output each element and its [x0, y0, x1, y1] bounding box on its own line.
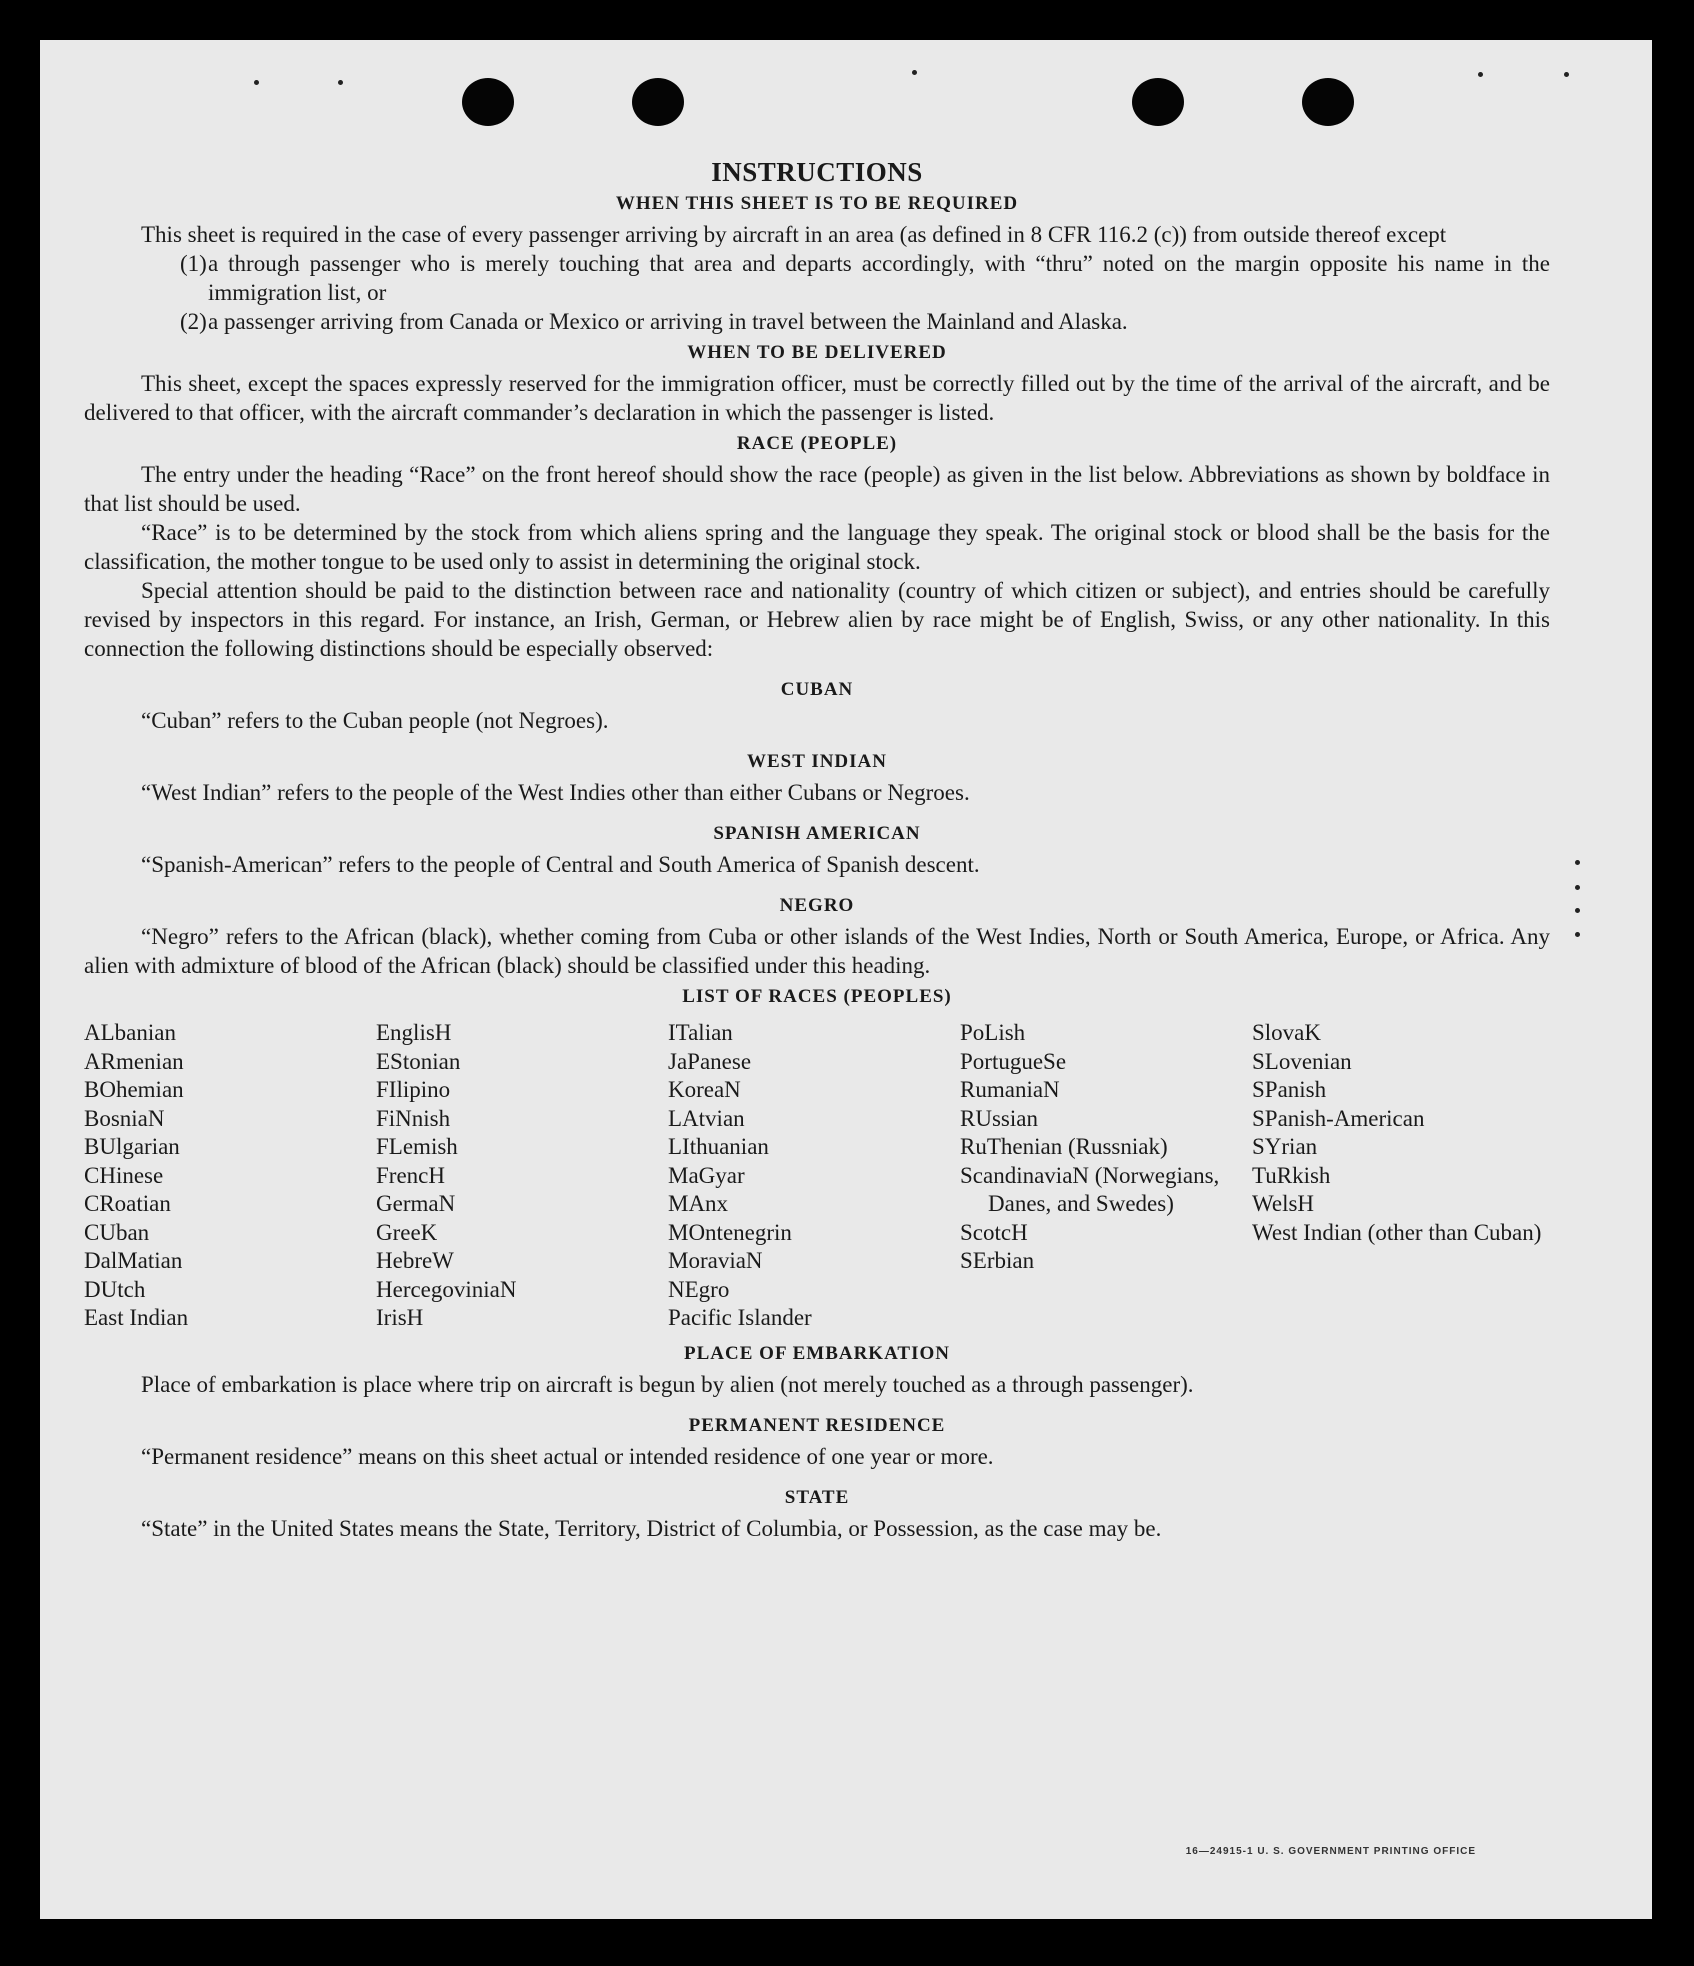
race-entry: MAnx: [668, 1191, 729, 1216]
race-entry: HercegoviniaN: [376, 1276, 517, 1302]
section-heading-negro: NEGRO: [779, 895, 855, 916]
race-entry: East Indian: [84, 1305, 189, 1330]
race-entry: DUtch: [84, 1276, 146, 1302]
embarkation-text: Place of embarkation is place where trip on aircraft is begun by alien (not merely touched as a through passenger).: [141, 1371, 1194, 1397]
ink-speck: [912, 70, 917, 75]
race-entry: JaPanese: [668, 1048, 752, 1074]
ink-speck: [338, 80, 343, 85]
when-required-intro: This sheet is required in the case of every passenger arriving by aircraft in an area (as defined in 8 CFR 116.2 (c)) from outside thereof except: [141, 222, 1447, 247]
race-entry: ARmenian: [84, 1048, 184, 1074]
race-entry: NEgro: [668, 1276, 730, 1302]
race-entry: KoreaN: [668, 1077, 741, 1102]
cuban-text: “Cuban” refers to the Cuban people (not Negroes).: [141, 708, 609, 733]
exception-number: (1): [180, 251, 207, 276]
race-entry: FiNnish: [376, 1105, 451, 1131]
race-entry: ScandinaviaN (Norwegians, Danes, and Swedes): [960, 1162, 1220, 1216]
race-paragraph: The entry under the heading “Race” on the front hereof should show the race (people) as given in the list below. Abbreviations as shown by boldface in that list should be used.: [84, 462, 1550, 516]
race-entry: RUssian: [960, 1105, 1038, 1131]
race-entry: BUlgarian: [84, 1134, 180, 1159]
race-entry: ScotcH: [960, 1219, 1028, 1245]
residence-text: “Permanent residence” means on this sheet actual or intended residence of one year or more.: [141, 1443, 994, 1469]
section-heading-west-indian: WEST INDIAN: [747, 751, 887, 772]
ink-speck: [1478, 72, 1483, 77]
section-heading-spanish-american: SPANISH AMERICAN: [713, 823, 921, 844]
race-entry: EStonian: [376, 1048, 461, 1074]
race-entry: CUban: [84, 1219, 150, 1245]
section-heading-when-delivered: WHEN TO BE DELIVERED: [687, 342, 947, 363]
ink-speck: [1575, 885, 1580, 890]
section-heading-embarkation: PLACE OF EMBARKATION: [684, 1342, 950, 1364]
race-entry: GermaN: [376, 1191, 456, 1216]
section-heading-races-list: LIST OF RACES (PEOPLES): [682, 986, 952, 1007]
race-entry: Pacific Islander: [668, 1305, 812, 1330]
spanish-american-text: “Spanish-American” refers to the people of Central and South America of Spanish descent.: [141, 852, 980, 877]
races-column: [668, 1019, 960, 1333]
when-delivered-text: This sheet, except the spaces expressly reserved for the immigration officer, must be correctly filled out by the time of the arrival of the aircraft, and be delivered to that officer, with the aircraft commander’s declaration in which the passenger is listed.: [84, 371, 1550, 425]
section-heading-race: RACE (PEOPLE): [736, 433, 898, 454]
races-column: [376, 1019, 668, 1333]
race-entry: BOhemian: [84, 1077, 184, 1102]
state-text: “State” in the United States means the State, Territory, District of Columbia, or Possession, as the case may be.: [141, 1515, 1162, 1541]
ink-speck: [1575, 932, 1580, 937]
race-entry: HebreW: [376, 1248, 454, 1273]
race-entry: BosniaN: [84, 1105, 165, 1131]
section-heading-cuban: CUBAN: [780, 679, 854, 700]
ink-speck: [1575, 908, 1580, 913]
instructions-body: [84, 158, 1550, 1543]
race-entry: PoLish: [960, 1020, 1026, 1045]
race-entry: ALbanian: [84, 1020, 176, 1045]
race-entry: FrencH: [376, 1162, 445, 1188]
race-entry: FIlipino: [376, 1077, 451, 1102]
exception-text: a passenger arriving from Canada or Mexico or arriving in travel between the Mainland and Alaska.: [208, 309, 1128, 334]
ink-speck: [254, 80, 259, 85]
race-entry: SlovaK: [1252, 1020, 1321, 1045]
race-entry: CHinese: [84, 1162, 164, 1188]
race-entry: LIthuanian: [668, 1134, 769, 1159]
race-entry: GreeK: [376, 1219, 438, 1245]
punch-hole: [462, 78, 514, 126]
race-entry: FLemish: [376, 1134, 458, 1159]
race-entry: ITalian: [668, 1020, 733, 1045]
punch-hole: [632, 78, 684, 126]
race-entry: SPanish-American: [1252, 1105, 1425, 1131]
race-entry: SPanish: [1252, 1077, 1327, 1102]
race-entry: DalMatian: [84, 1248, 183, 1273]
section-heading-when-required: WHEN THIS SHEET IS TO BE REQUIRED: [615, 193, 1019, 214]
exception-item: [84, 249, 1550, 307]
punch-hole: [1302, 78, 1354, 126]
race-entry: RumaniaN: [960, 1077, 1060, 1102]
race-entry: West Indian (other than Cuban): [1252, 1219, 1542, 1245]
race-entry: MoraviaN: [668, 1248, 763, 1273]
race-paragraph: Special attention should be paid to the distinction between race and nationality (country of which citizen or subject), and entries should be carefully revised by inspectors in this regard. For instance, an Irish, German, or Hebrew alien by race might be of English, Swiss, or any other nationality. In this connection the following distinctions should be especially observed:: [84, 578, 1550, 661]
page-title: INSTRUCTIONS: [711, 157, 923, 187]
race-entry: IrisH: [376, 1305, 424, 1330]
punch-hole: [1132, 78, 1184, 126]
race-paragraph: “Race” is to be determined by the stock from which aliens spring and the language they speak. The original stock or blood shall be the basis for the classification, the mother tongue to be used only to assist in determining the original stock.: [84, 520, 1550, 574]
race-entry: SErbian: [960, 1248, 1035, 1273]
west-indian-text: “West Indian” refers to the people of the West Indies other than either Cubans or Negroes.: [141, 780, 970, 805]
race-entry: CRoatian: [84, 1191, 171, 1216]
ink-speck: [1575, 860, 1580, 865]
race-entry: MOntenegrin: [668, 1219, 792, 1245]
exception-item: [84, 307, 1550, 336]
race-entry: WelsH: [1252, 1191, 1315, 1216]
race-entry: SLovenian: [1252, 1048, 1352, 1074]
exception-text: a through passenger who is merely touching that area and departs accordingly, with “thru” noted on the margin opposite his name in the immigration list, or: [208, 251, 1550, 305]
races-column: [960, 1019, 1252, 1333]
race-entry: LAtvian: [668, 1105, 745, 1131]
race-entry: RuThenian (Russniak): [960, 1134, 1168, 1159]
race-entry: PortugueSe: [960, 1048, 1067, 1074]
section-heading-residence: PERMANENT RESIDENCE: [688, 1414, 946, 1436]
race-entry: MaGyar: [668, 1162, 745, 1188]
section-heading-state: STATE: [784, 1486, 850, 1508]
races-list: [84, 1019, 1550, 1333]
races-column: [1252, 1019, 1544, 1333]
exception-number: (2): [180, 309, 207, 334]
race-entry: TuRkish: [1252, 1162, 1331, 1188]
races-column: [84, 1019, 376, 1333]
printer-imprint: 16—24915-1 U. S. GOVERNMENT PRINTING OFFICE: [1185, 1846, 1476, 1857]
document-page: [40, 40, 1652, 1919]
ink-speck: [1564, 72, 1569, 77]
race-entry: EnglisH: [376, 1020, 452, 1045]
negro-text: “Negro” refers to the African (black), whether coming from Cuba or other islands of the West Indies, North or South America, Europe, or Africa. Any alien with admixture of blood of the African (black) should be classified under this heading.: [84, 924, 1550, 978]
race-entry: SYrian: [1252, 1134, 1318, 1159]
